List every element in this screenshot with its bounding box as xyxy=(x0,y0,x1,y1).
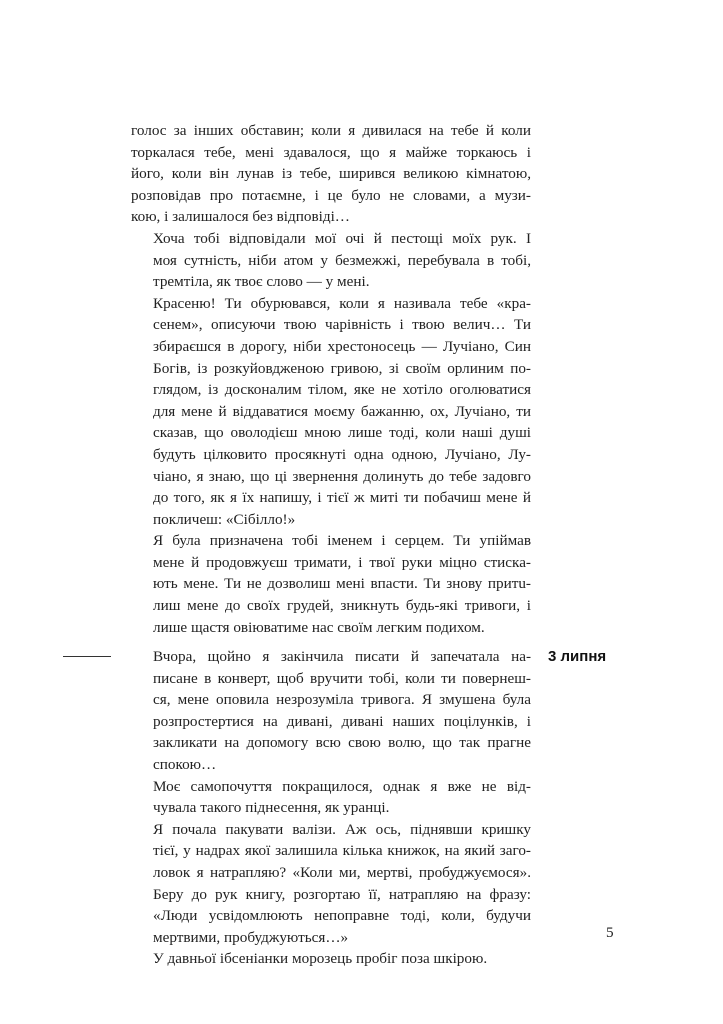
text-line: моя сутність, ніби атом у безмежжі, перебувала в тобі, xyxy=(153,251,531,269)
paragraph xyxy=(131,776,531,819)
text-line: мене й продовжуєш тримати, і твої руки міцно стиска- xyxy=(153,553,531,571)
text-line: Моє самопочуття покращилося, однак я вже не від- xyxy=(153,777,531,795)
text-line: писане в конверт, щоб вручити тобі, коли ти повернеш- xyxy=(153,669,531,687)
text-line: тремтіла, як твоє слово — у мені. xyxy=(153,273,370,291)
text-line: ловок я натрапляю? «Коли ми, мертві, пробуджуємося». xyxy=(153,863,531,881)
text-line: лиш мене до своїх грудей, зникнуть будь-які тривоги, і xyxy=(153,597,531,615)
paragraph xyxy=(131,293,531,531)
text-line: тієї, у надрах якої залишила кілька книжок, на який заго- xyxy=(153,842,531,860)
text-line: спокою… xyxy=(153,755,217,773)
text-line: торкалася тебе, мені здавалося, що я майже торкаюсь і xyxy=(131,143,531,161)
text-line: чувала такого піднесення, як уранці. xyxy=(153,799,390,817)
text-line: його, коли він лунав із тебе, ширився великою кімнатою, xyxy=(131,165,531,183)
text-line: глядом, із досконалим тілом, яке не хотіло оголюватися xyxy=(153,381,531,399)
text-line: мертвими, пробуджуються…» xyxy=(153,928,349,946)
text-line: будуть цілковито просякнуті одна одною, Лучіано, Лу- xyxy=(153,445,531,463)
paragraph xyxy=(131,120,531,228)
text-line: до того, як я їх напишу, і тієї ж миті ти побачиш мене й xyxy=(153,489,531,507)
text-line: «Люди усвідомлюють непоправне тоді, коли, будучи xyxy=(153,907,531,925)
text-line: сенем», описуючи твою чарівність і твою велич… Ти xyxy=(153,316,531,334)
paragraph xyxy=(131,819,531,949)
text-line: ють мене. Ти не дозволиш мені впасти. Ти знову притu- xyxy=(153,575,531,593)
text-line: збираєшся в дорогу, ніби хрестоносець — Лучіано, Син xyxy=(153,337,531,355)
text-line: Я почала пакувати валізи. Аж ось, піднявши кришку xyxy=(153,820,531,838)
text-line: Беру до рук книгу, розгортаю її, натрапляю на фразу: xyxy=(153,885,531,903)
text-line: Вчора, щойно я закінчила писати й запечатала на- xyxy=(153,648,531,665)
body-text-block-top xyxy=(131,120,531,638)
text-line: закликати на допомогу всю свою волю, що так прагне xyxy=(153,734,531,752)
text-line: розпростертися на дивані, дивані наших поцілунків, і xyxy=(153,712,531,730)
page-number: 5 xyxy=(606,924,614,941)
paragraph xyxy=(131,948,531,970)
text-line: ся, мене оповила незрозуміла тривога. Я змушена була xyxy=(153,691,531,709)
text-line: покличеш: «Сібілло!» xyxy=(153,510,296,528)
text-line: лише щастя овіюватиме нас своїм легким подихом. xyxy=(153,618,485,636)
paragraph xyxy=(131,530,531,638)
text-line: сказав, що оволодієш мною лише тоді, коли наші душі xyxy=(153,424,531,442)
text-line: чіано, я знаю, що ці звернення долинуть до тебе задовго xyxy=(153,467,531,485)
text-line: голос за інших обставин; коли я дивилася на тебе й коли xyxy=(131,122,531,139)
section-divider-rule xyxy=(63,656,111,657)
section-date-heading: 3 липня xyxy=(548,648,607,665)
text-line: кою, і залишалося без відповіді… xyxy=(131,208,350,226)
text-line: для мене й віддаватися моєму бажанню, ох, Лучіано, ти xyxy=(153,402,531,420)
text-line: У давньої ібсеніанки морозець пробіг поза шкірою. xyxy=(153,950,488,968)
text-line: Красеню! Ти обурювався, коли я називала тебе «кра- xyxy=(153,294,531,312)
text-line: Я була призначена тобі іменем і серцем. Ти упіймав xyxy=(153,532,531,550)
body-text-block-bottom xyxy=(131,646,531,970)
text-line: Богів, із розкуйовдженою гривою, зі своїм орлиним по- xyxy=(153,359,531,377)
paragraph xyxy=(131,646,531,776)
text-line: розповідав про потаємне, і це було не словами, а музи- xyxy=(131,186,531,204)
text-line: Хоча тобі відповідали мої очі й пестощі моїх рук. І xyxy=(153,229,531,247)
paragraph xyxy=(131,228,531,293)
